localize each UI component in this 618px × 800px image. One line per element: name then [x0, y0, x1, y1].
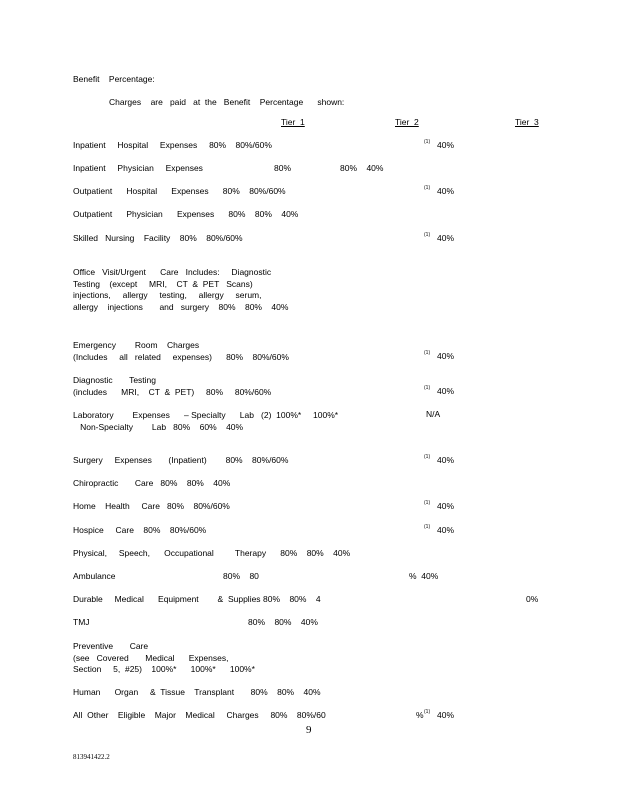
row-value: %	[416, 710, 424, 720]
row-value: 80% 80% 4	[263, 594, 321, 604]
footnote-mark: (1)	[424, 524, 431, 530]
row-value: 80% 40%	[340, 163, 384, 173]
footnote-mark: (1)	[424, 350, 431, 356]
row-label: Surgery Expenses (Inpatient) 80% 80%/60%	[73, 455, 289, 465]
intro-text: Charges are paid at the Benefit Percentage shown:	[109, 97, 345, 107]
row-value: 80% 80	[223, 571, 259, 581]
row-tier3-value: 40%	[437, 710, 455, 720]
footnote-mark: (1)	[424, 709, 431, 715]
row-tier3-value: 40%	[437, 140, 455, 150]
row-label: Home Health Care 80% 80%/60%	[73, 501, 230, 511]
row-label: Diagnostic Testing (includes MRI, CT & PET) 80% 80%/60%	[73, 375, 272, 397]
footnote-mark: (1)	[424, 500, 431, 506]
row-label: Laboratory Expenses – Specialty Lab (2) 100%* 100%* Non-Specialty Lab 80% 60% 40%	[73, 410, 339, 432]
row-tier3-value: 40%	[437, 351, 455, 361]
row-tier3-value: 40%	[437, 501, 455, 511]
row-value: 0%	[526, 594, 539, 604]
row-label: Ambulance	[73, 571, 116, 581]
row-label: Durable Medical Equipment & Supplies	[73, 594, 261, 604]
row-tier3-value: 40%	[437, 455, 455, 465]
row-label: TMJ	[73, 617, 90, 627]
row-label: Chiropractic Care 80% 80% 40%	[73, 478, 231, 488]
row-value: 80% 80% 40%	[248, 617, 318, 627]
row-label: Hospice Care 80% 80%/60%	[73, 525, 207, 535]
row-label: Inpatient Hospital Expenses 80% 80%/60%	[73, 140, 272, 150]
row-label: Inpatient Physician Expenses	[73, 163, 203, 173]
row-label: All Other Eligible Major Medical Charges 80% 80%/60	[73, 710, 326, 720]
tier-3-header: Tier 3	[515, 117, 539, 127]
row-label: Office Visit/Urgent Care Includes: Diagnostic Testing (except MRI, CT & PET Scans) injections, allergy testing, allergy serum, allergy injections and surgery 80% 80% 40%	[73, 267, 289, 313]
row-label: Outpatient Physician Expenses 80% 80% 40%	[73, 209, 299, 219]
document-id: 813941422.2	[73, 753, 110, 761]
page-number: 9	[306, 724, 312, 736]
footnote-mark: (1)	[424, 185, 431, 191]
footnote-mark: (1)	[424, 232, 431, 238]
footnote-mark: (1)	[424, 454, 431, 460]
row-label: Human Organ & Tissue Transplant 80% 80% 40%	[73, 687, 321, 697]
row-value: % 40%	[409, 571, 439, 581]
row-label: Physical, Speech, Occupational Therapy 80% 80% 40%	[73, 548, 351, 558]
footnote-mark: (1)	[424, 139, 431, 145]
tier-2-header: Tier 2	[395, 117, 419, 127]
row-label: Emergency Room Charges (Includes all related expenses) 80% 80%/60%	[73, 340, 289, 362]
row-label: Preventive Care (see Covered Medical Expenses, Section 5, #25) 100%* 100%* 100%*	[73, 641, 255, 675]
benefit-heading: Benefit Percentage:	[73, 74, 155, 84]
row-value: 80%	[274, 163, 292, 173]
row-label: Outpatient Hospital Expenses 80% 80%/60%	[73, 186, 286, 196]
row-tier3-value: 40%	[437, 186, 455, 196]
row-tier3-value: 40%	[437, 525, 455, 535]
row-tier3-value: 40%	[437, 233, 455, 243]
tier-1-header: Tier 1	[281, 117, 305, 127]
row-label: Skilled Nursing Facility 80% 80%/60%	[73, 233, 243, 243]
row-tier2-value: N/A	[426, 409, 441, 419]
row-tier3-value: 40%	[437, 386, 455, 396]
footnote-mark: (1)	[424, 385, 431, 391]
